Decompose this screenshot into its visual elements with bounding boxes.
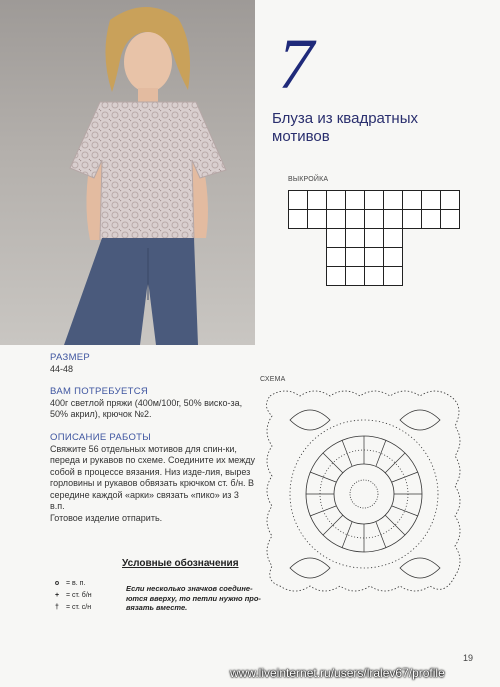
legend-item-sc: + = ст. б/н	[50, 592, 92, 599]
size-heading: РАЗМЕР	[50, 352, 91, 363]
pattern-label: ВЫКРОЙКА	[288, 176, 329, 183]
legend-item-dc: † = ст. с/н	[50, 604, 91, 611]
size-section	[50, 352, 255, 375]
size-value: 44-48	[50, 363, 74, 374]
chain-stitch-icon: o	[54, 580, 60, 587]
description-text: Свяжите 56 отдельных мотивов для спин-ки, переда и рукавов по схеме. Соедините их между собой в процессе вязания. Низ изде-лия, вырез горловины и рукавов обвязать крючком ст. б/н. В середине каждой «арки» связать «пико» из 3 в.п.	[50, 443, 255, 511]
sewing-pattern-grid	[288, 190, 468, 300]
double-crochet-icon: †	[55, 604, 59, 611]
description-heading: ОПИСАНИЕ РАБОТЫ	[50, 432, 151, 443]
legend-title: Условные обозначения	[122, 558, 239, 569]
pattern-number: 7	[278, 24, 314, 104]
description-final: Готовое изделие отпарить.	[50, 512, 163, 523]
model-photo	[0, 0, 255, 345]
description-section	[50, 432, 255, 524]
single-crochet-icon: +	[54, 592, 60, 599]
materials-text: 400г светлой пряжи (400м/100г, 50% виско-за, 50% акрил), крючок №2.	[50, 397, 243, 419]
crochet-motif-diagram	[260, 386, 470, 609]
legend-note: Если несколько значков соедине-ются вверху, то петли нужно про-вязать вместе.	[126, 584, 261, 612]
scheme-label: СХЕМА	[260, 376, 286, 383]
legend-item-chain: o = в. п.	[50, 580, 85, 587]
materials-section	[50, 386, 255, 421]
materials-heading: ВАМ ПОТРЕБУЕТСЯ	[50, 386, 149, 397]
pattern-title: Блуза из квадратных мотивов	[272, 110, 418, 145]
page-number: 19	[463, 653, 474, 663]
watermark: www.liveinternet.ru/users/lralev67/profile	[230, 666, 445, 680]
